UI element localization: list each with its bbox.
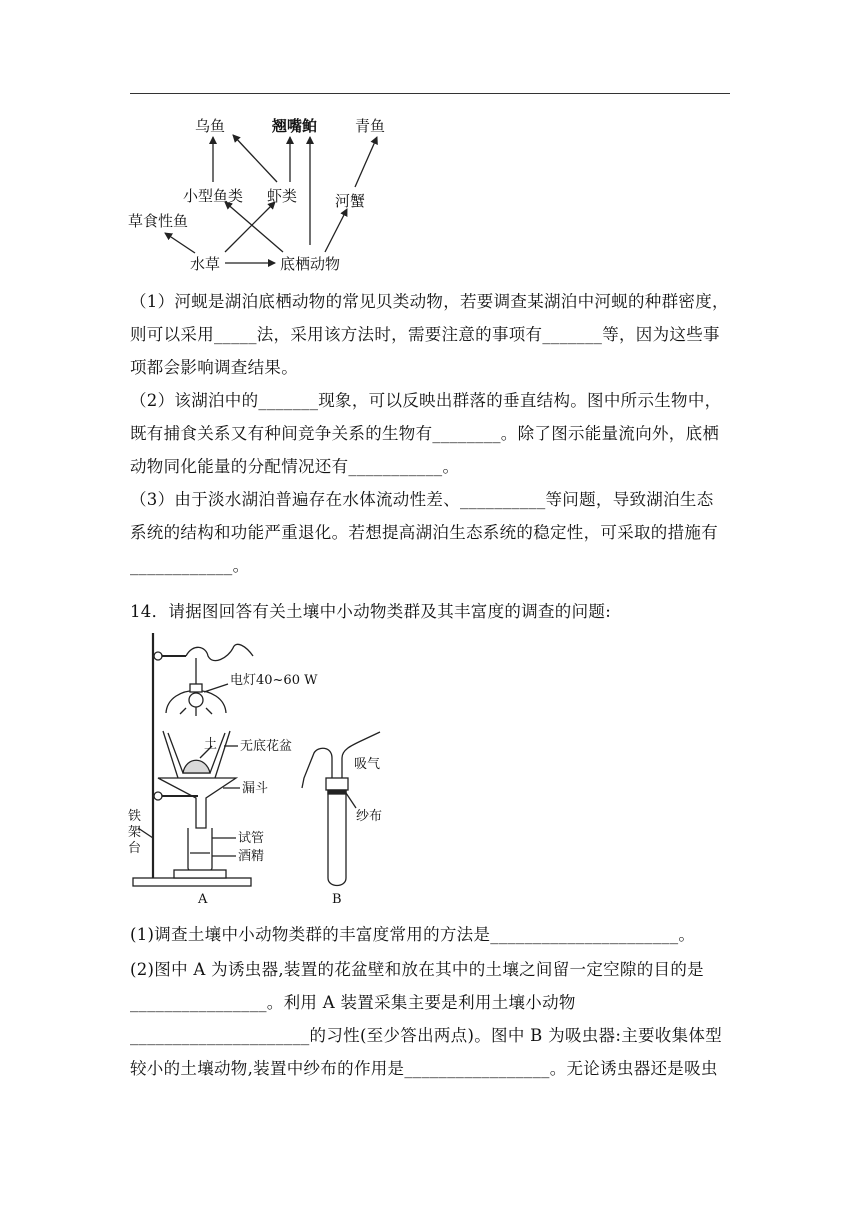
node-diqi: 底栖动物 [280, 255, 341, 273]
arrow-hexie-qingyu [355, 137, 377, 187]
stand-base [133, 878, 251, 886]
q13-p1-line3: 项都会影响调查结果。 [130, 358, 298, 377]
soil-label: 土 [204, 737, 218, 752]
node-xialei: 虾类 [267, 187, 298, 205]
node-caoshi: 草食性鱼 [128, 212, 189, 230]
q14-title: 14．请据图回答有关土壤中小动物类群及其丰富度的调查的问题: [130, 602, 612, 621]
q14-s2-line4: 较小的土壤动物,装置中纱布的作用是_________________。无论诱虫器还是吸虫 [130, 1059, 718, 1078]
suction-label: 吸气 [354, 757, 381, 772]
gauze-label: 纱布 [356, 809, 383, 824]
lamp-label: 电灯40~60 W [230, 673, 318, 688]
q13-p1-line1: （1）河蚬是湖泊底栖动物的常见贝类动物，若要调查某湖泊中河蚬的种群密度， [130, 292, 729, 311]
stand-label-2: 架 [128, 825, 142, 840]
q13-part1 [130, 285, 734, 384]
q14-s1: (1)调查土壤中小动物类群的丰富度常用的方法是______________________。 [130, 925, 696, 944]
q13-p3-line3: ____________。 [130, 556, 250, 575]
funnel-label: 漏斗 [242, 781, 269, 796]
arrow-xialei-wuyu [233, 135, 277, 182]
node-wuyu: 乌鱼 [195, 117, 226, 135]
bulb [189, 693, 203, 707]
q14-s2-line2: ________________。利用 A 装置采集主要是利用土壤小动物 [130, 993, 576, 1012]
funnel [158, 778, 236, 828]
q13-part2 [130, 384, 734, 483]
stand-label-1: 铁 [128, 809, 142, 824]
q13-p3-line2: 系统的结构和功能严重退化。若想提高湖泊生态系统的稳定性，可采取的措施有 [130, 523, 718, 542]
arrow-shuicao-caoshi [165, 233, 195, 253]
test-tube [188, 828, 212, 873]
q13-p1-line2: 则可以采用_____法，采用该方法时，需要注意的事项有_______等，因为这些事 [130, 325, 720, 344]
q13-p3-line1: （3）由于淡水湖泊普遍存在水体流动性差、__________等问题，导致湖泊生态 [130, 490, 714, 509]
stand-label-3: 台 [128, 841, 142, 856]
node-qingyu: 青鱼 [355, 117, 386, 135]
q14-s2-line3: _____________________的习性(至少答出两点)。图中 B 为吸虫器:主要收集体型 [130, 1026, 722, 1045]
node-qiaozuibo: 翘嘴鲌 [272, 117, 318, 135]
node-shuicao: 水草 [190, 255, 221, 273]
q14-s2-line1: (2)图中 A 为诱虫器,装置的花盆壁和放在其中的土壤之间留一定空隙的目的是 [130, 960, 704, 979]
arrow-shuicao-xialei [225, 202, 275, 252]
q13-p2-line1: （2）该湖泊中的_______现象，可以反映出群落的垂直结构。图中所示生物中， [130, 391, 722, 410]
node-xiaoxing: 小型鱼类 [183, 187, 244, 205]
q13-p2-line2: 既有捕食关系又有种间竞争关系的生物有________。除了图示能量流向外，底栖 [130, 424, 720, 443]
q14-s2 [130, 953, 734, 1085]
arrow-diqi-hexie [325, 209, 347, 252]
soil [183, 760, 210, 773]
node-hexie: 河蟹 [335, 192, 366, 210]
food-web-diagram [125, 105, 415, 280]
suction-tube [328, 788, 346, 886]
q13-p2-line3: 动物同化能量的分配情况还有___________。 [130, 457, 460, 476]
q13-part3 [130, 483, 734, 582]
arrow-diqi-xiaoxing [225, 202, 283, 252]
label-b: B [332, 892, 342, 907]
label-a: A [198, 892, 208, 907]
tube-label: 试管 [238, 831, 265, 846]
apparatus-diagram [128, 628, 393, 908]
alcohol-label: 酒精 [238, 849, 265, 864]
pot-label: 无底花盆 [240, 739, 293, 754]
header-rule [130, 93, 730, 94]
